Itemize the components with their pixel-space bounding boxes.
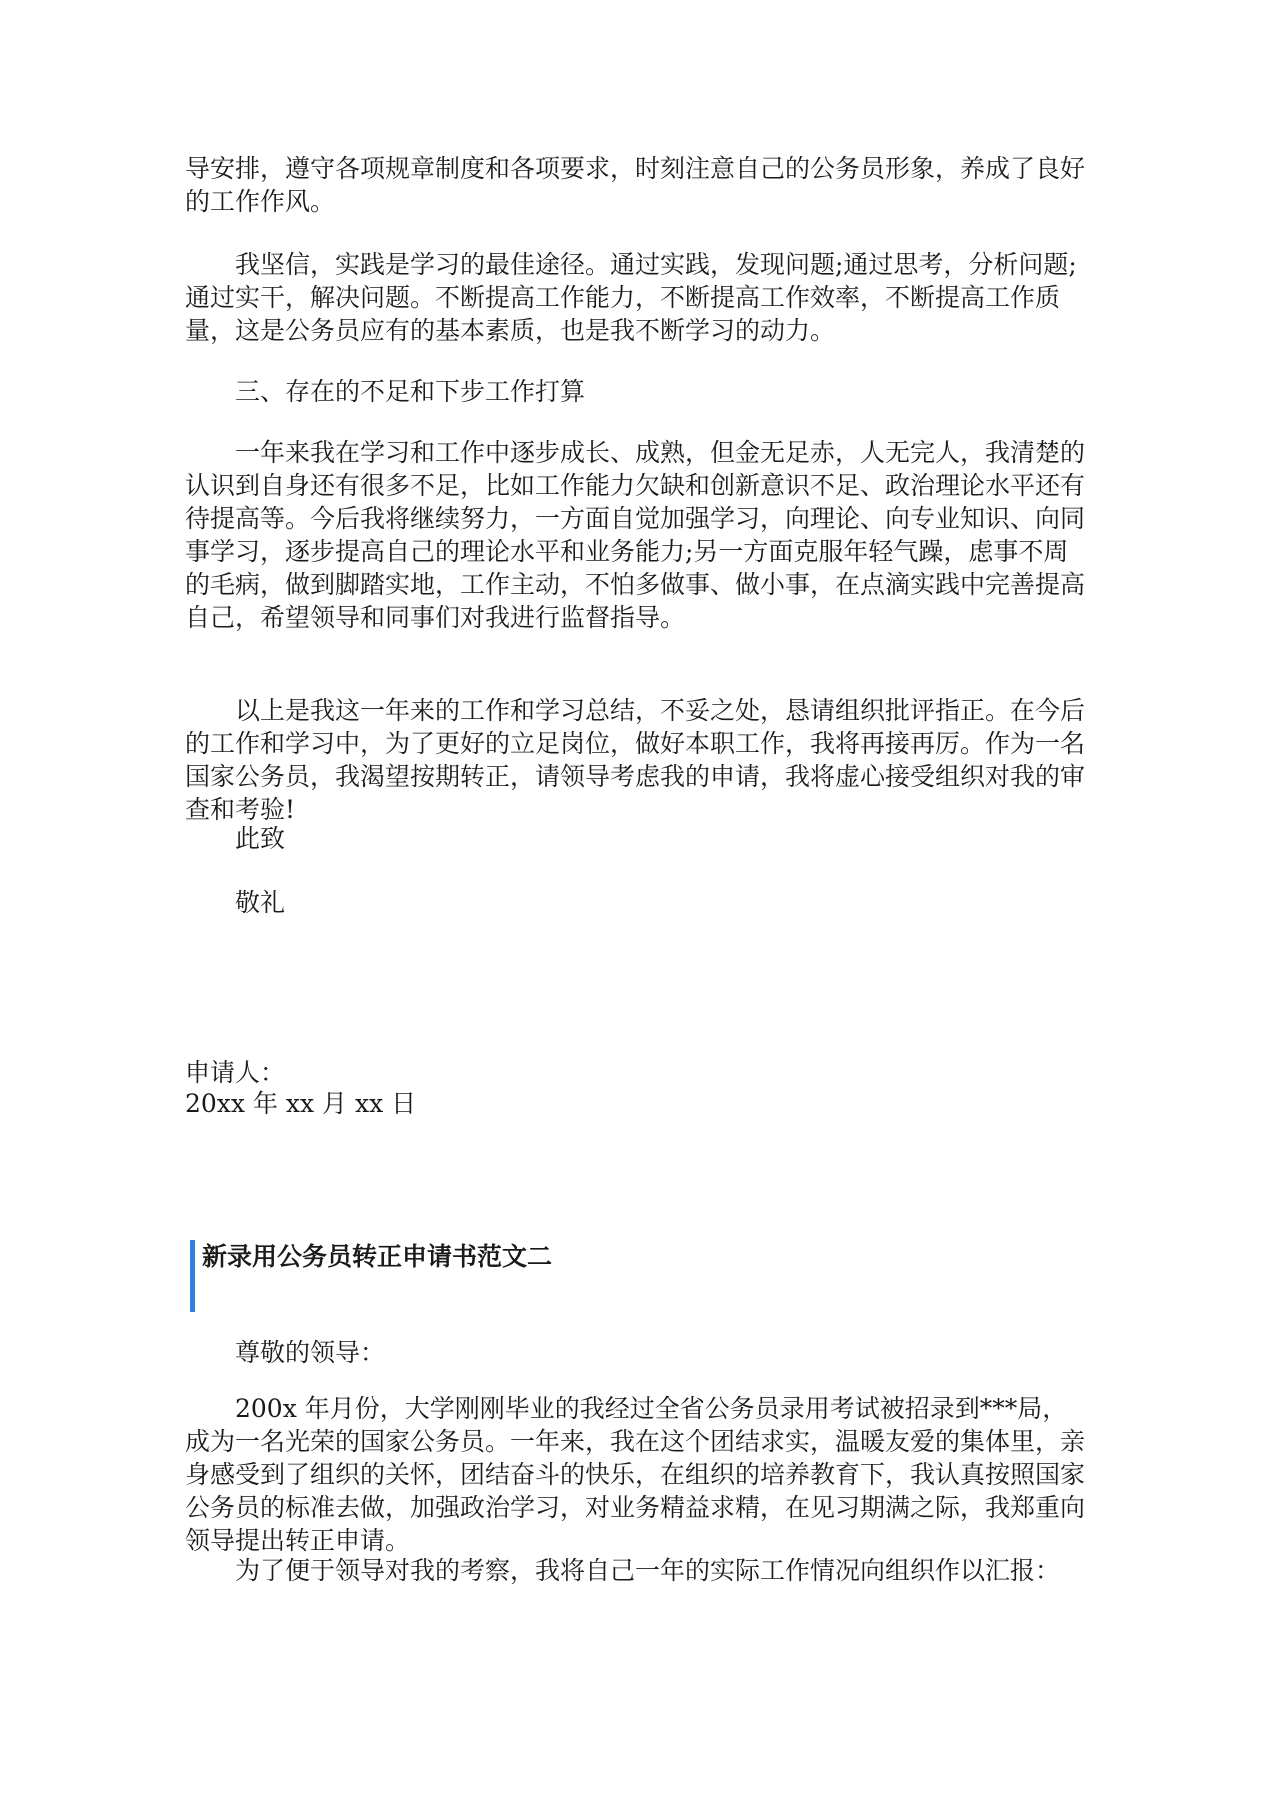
paragraph-shortcomings: 一年来我在学习和工作中逐步成长、成熟，但金无足赤，人无完人，我清楚的认识到自身还有很多不足，比如工作能力欠缺和创新意识不足、政治理论水平还有待提高等。今后我将继续努力，一方面自觉加强学习，向理论、向专业知识、向同事学习，逐步提高自己的理论水平和业务能力;另一方面克服年轻气躁，虑事不周的毛病，做到脚踏实地，工作主动，不怕多做事、做小事，在点滴实践中完善提高自己，希望领导和同事们对我进行监督指导。: [185, 438, 1086, 632]
salutation: 尊敬的领导：: [235, 1338, 386, 1367]
closing-jingli: 敬礼: [235, 888, 286, 917]
paragraph-report-intro: 为了便于领导对我的考察，我将自己一年的实际工作情况向组织作以汇报：: [235, 1556, 1061, 1585]
heading-accent-bar: [190, 1240, 195, 1312]
paragraph-work-conduct: 导安排，遵守各项规章制度和各项要求，时刻注意自己的公务员形象，养成了良好的工作作风。: [185, 154, 1086, 216]
applicant-label: 申请人：: [185, 1058, 286, 1087]
paragraph-introduction: 200x 年月份，大学刚刚毕业的我经过全省公务员录用考试被招录到***局，成为一名光荣的国家公务员。一年来，我在这个团结求实，温暖友爱的集体里，亲身感受到了组织的关怀，团结奋斗的快乐，在组织的培养教育下，我认真按照国家公务员的标准去做，加强政治学习，对业务精益求精，在见习期满之际，我郑重向领导提出转正申请。: [185, 1394, 1086, 1555]
closing-cizhi: 此致: [235, 824, 286, 853]
section-two-heading: [190, 1240, 890, 1312]
date-line: 20xx 年 xx 月 xx 日: [185, 1089, 417, 1118]
section-heading-shortcomings: 三、存在的不足和下步工作打算: [235, 377, 586, 406]
signature-block: [185, 1057, 785, 1119]
section-two-title: 新录用公务员转正申请书范文二: [202, 1242, 553, 1271]
paragraph-summary: 以上是我这一年来的工作和学习总结，不妥之处，恳请组织批评指正。在今后的工作和学习中，为了更好的立足岗位，做好本职工作，我将再接再厉。作为一名国家公务员，我渴望按期转正，请领导考虑我的申请，我将虚心接受组织对我的审查和考验!: [185, 696, 1086, 824]
paragraph-practice: 我坚信，实践是学习的最佳途径。通过实践，发现问题;通过思考，分析问题;通过实干，解决问题。不断提高工作能力，不断提高工作效率，不断提高工作质量，这是公务员应有的基本素质，也是我不断学习的动力。: [185, 250, 1077, 345]
